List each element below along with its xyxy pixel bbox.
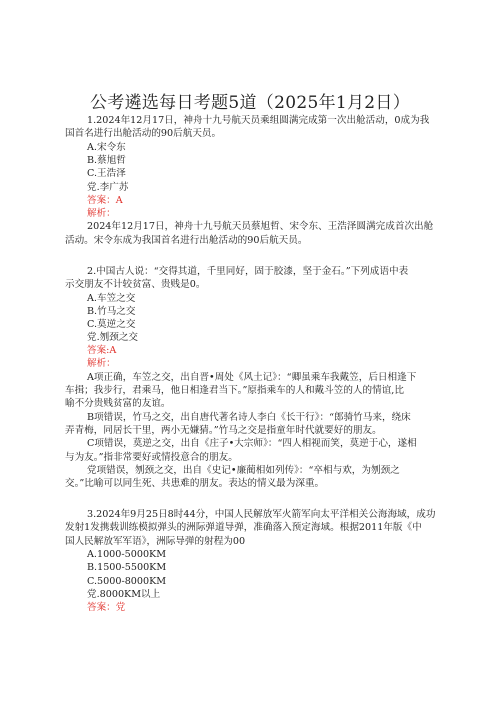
q1-stem-line1: 1.2024年12月17日，神舟十九号航天员乘组圆满完成第一次出舱活动，0成为我 <box>87 115 430 126</box>
q2-option-c: C.莫逆之交 <box>87 319 136 330</box>
q2-analysis-line4: B项错误，竹马之交，出自唐代著名诗人李白《长干行》：“郎骑竹马来，绕床 <box>87 412 411 423</box>
q2-answer: 答案:A <box>87 345 117 356</box>
page-title: 公考遴选每日考题5道（2025年1月2日） <box>89 93 410 113</box>
q2-option-d: 党.刎颈之交 <box>87 332 139 343</box>
q3-option-b: B.1500-5500KM <box>87 562 167 573</box>
q1-option-a: A.宋令东 <box>87 142 126 153</box>
q2-analysis-line6: C项错误，莫逆之交，出自《庄子•大宗师》：“四人相视而笑，莫逆于心，遂相 <box>87 438 417 449</box>
q3-stem-line2: 发射1发携载训练模拟弹头的洲际弹道导弹，准确落入预定海域。根据2011年版《中 <box>65 522 422 533</box>
q1-answer: 答案：A <box>87 195 123 206</box>
q2-analysis-line1: A项正确，车笠之交，出自晋•周处《风土记》：“卿虽乘车我戴笠，后日相逢下 <box>87 372 417 383</box>
q2-analysis-label: 解析： <box>87 358 116 369</box>
q2-analysis-line9: 交。”比喻可以同生死、共患难的朋友。表达的情义最为深重。 <box>65 478 325 489</box>
q3-option-c: C.5000-8000KM <box>87 576 167 587</box>
q2-stem-line2: 示交朋友不计较贫富、贵贱是0。 <box>65 279 206 290</box>
q3-stem-line1: 3.2024年9月25日8时44分，中国人民解放军火箭军向太平洋相关公海海域，成功 <box>87 509 436 520</box>
q1-option-b: B.蔡旭哲 <box>87 155 126 166</box>
q2-option-b: B.竹马之交 <box>87 306 136 317</box>
q2-analysis-line7: 与为友。”指非常要好或情投意合的朋友。 <box>65 452 238 463</box>
q2-analysis-line5: 弄青梅，同居长干里，两小无嫌猜。”竹马之交是指童年时代就要好的朋友。 <box>65 425 382 436</box>
q1-option-d: 党.李广苏 <box>87 182 129 193</box>
q1-analysis-line1: 2024年12月17日，神舟十九号航天员蔡旭哲、宋令东、王浩泽圆满完成首次出舱 <box>87 221 434 232</box>
q1-option-c: C.王浩泽 <box>87 168 126 179</box>
q3-answer: 答案：党 <box>87 602 126 613</box>
q3-stem-line3: 国人民解放军军语》，洲际导弹的射程为00 <box>65 536 246 547</box>
q3-option-a: A.1000-5000KM <box>87 549 167 560</box>
q3-option-d: 党.8000KM以上 <box>87 589 161 600</box>
q1-analysis-line2: 活动。宋令东成为我国首名进行出舱活动的90后航天员。 <box>65 235 308 246</box>
q2-option-a: A.车笠之交 <box>87 293 136 304</box>
q2-stem-line1: 2.中国古人说：“交得其道，千里同好，固于胶漆，坚于金石。”下列成语中表 <box>87 266 409 277</box>
q2-analysis-line2: 车揖；我步行，君乘马，他日相逢君当下。”原指乘车的人和戴斗笠的人的情谊,比 <box>65 385 404 396</box>
q2-analysis-line3: 喻不分贵贱贫富的友谊。 <box>65 398 171 409</box>
q2-analysis-line8: 党项错误，刎颈之交，出自《史记•廉蔺相如列传》：“卒相与欢，为刎颈之 <box>87 465 400 476</box>
q1-stem-line2: 国首名进行出舱活动的90后航天员。 <box>65 128 222 139</box>
q1-analysis-label: 解析： <box>87 208 116 219</box>
